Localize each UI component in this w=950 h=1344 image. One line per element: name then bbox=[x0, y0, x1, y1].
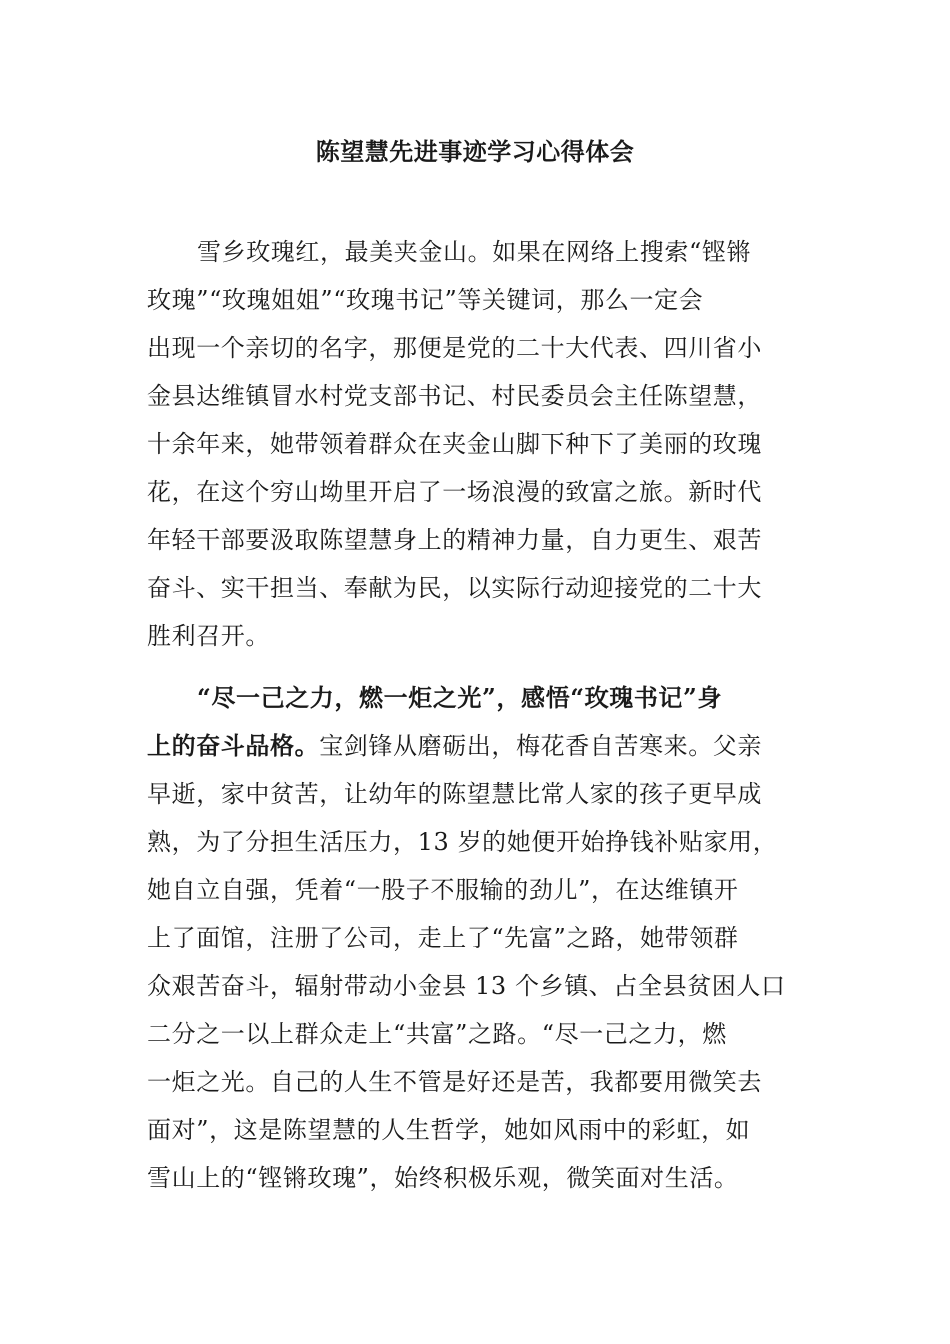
paragraph-line-rest: 宝剑锋从磨砺出，梅花香自苦寒来。父亲 bbox=[319, 732, 763, 760]
paragraph-line: 面对”，这是陈望慧的人生哲学，她如风雨中的彩虹，如 bbox=[147, 1116, 751, 1144]
paragraph-2 bbox=[147, 674, 787, 1202]
paragraph-line: 金县达维镇冒水村党支部书记、村民委员会主任陈望慧， bbox=[147, 382, 762, 410]
paragraph-line bbox=[147, 722, 787, 770]
paragraph-line: 奋斗、实干担当、奉献为民，以实际行动迎接党的二十大 bbox=[147, 574, 762, 602]
paragraph-line: 年轻干部要汲取陈望慧身上的精神力量，自力更生、艰苦 bbox=[147, 526, 762, 554]
paragraph-line: 熟，为了分担生活压力，13 岁的她便开始挣钱补贴家用， bbox=[147, 828, 778, 856]
paragraph-line: 雪乡玫瑰红，最美夹金山。如果在网络上搜索“铿锵 bbox=[197, 238, 752, 266]
paragraph-line: 早逝，家中贫苦，让幼年的陈望慧比常人家的孩子更早成 bbox=[147, 780, 762, 808]
section-heading-end: 上的奋斗品格。 bbox=[147, 731, 320, 760]
paragraph-line: 上了面馆，注册了公司，走上了“先富”之路，她带领群 bbox=[147, 924, 739, 952]
paragraph-line: 花，在这个穷山坳里开启了一场浪漫的致富之旅。新时代 bbox=[147, 478, 762, 506]
document-title: 陈望慧先进事迹学习心得体会 bbox=[315, 137, 635, 166]
paragraph-line: 出现一个亲切的名字，那便是党的二十大代表、四川省小 bbox=[147, 334, 762, 362]
paragraph-line: 玫瑰”“玫瑰姐姐”“玫瑰书记”等关键词，那么一定会 bbox=[147, 286, 704, 314]
paragraph-line: 十余年来，她带领着群众在夹金山脚下种下了美丽的玫瑰 bbox=[147, 430, 762, 458]
paragraph-line: 她自立自强，凭着“一股子不服输的劲儿”，在达维镇开 bbox=[147, 876, 739, 904]
paragraph-line: 众艰苦奋斗，辐射带动小金县 13 个乡镇、占全县贫困人口 bbox=[147, 972, 786, 1000]
paragraph-line: 雪山上的“铿锵玫瑰”，始终积极乐观，微笑面对生活。 bbox=[147, 1164, 739, 1192]
paragraph-line: 一炬之光。自己的人生不管是好还是苦，我都要用微笑去 bbox=[147, 1068, 762, 1096]
section-heading-line: “尽一己之力，燃一炬之光”，感悟“玫瑰书记”身 bbox=[197, 683, 723, 712]
paragraph-line: 胜利召开。 bbox=[147, 622, 270, 650]
paragraph-line: 二分之一以上群众走上“共富”之路。“尽一己之力，燃 bbox=[147, 1020, 727, 1048]
paragraph-1 bbox=[147, 228, 787, 660]
